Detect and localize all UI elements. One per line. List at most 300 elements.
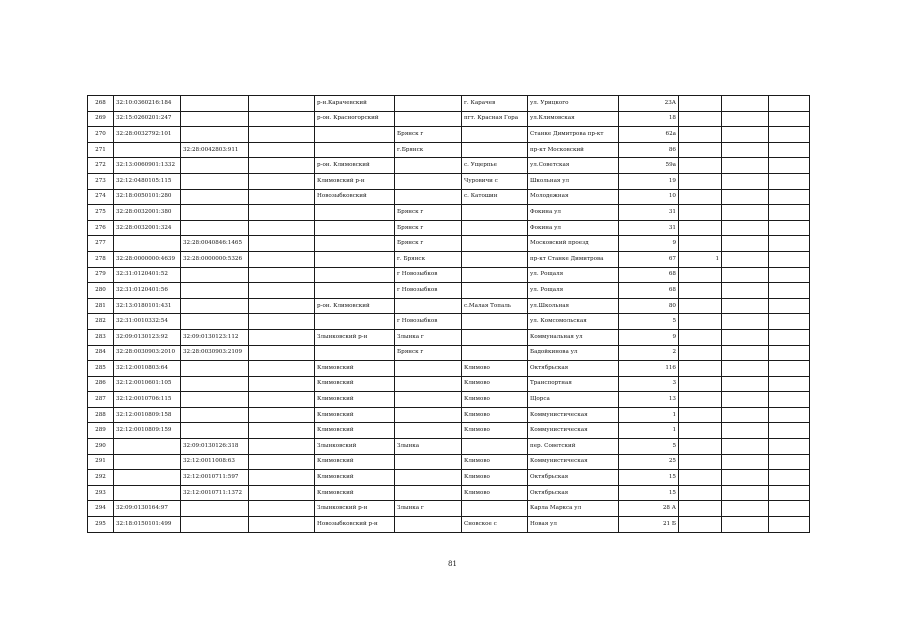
cell-settlement: Климово [462, 454, 528, 470]
cell-blank [249, 251, 315, 267]
cell-extra-2 [722, 314, 769, 330]
cell-house-number: 62а [619, 127, 679, 143]
cell-empty [769, 376, 810, 392]
cell-street: Школьная ул [528, 173, 619, 189]
cell-city [395, 454, 462, 470]
cell-cadastral-number [114, 236, 181, 252]
cell-city: г Новозыбков [395, 267, 462, 283]
cell-city: г.Брянск [395, 142, 462, 158]
table-row [88, 407, 810, 423]
cell-cadastral-number: 32:28:0032792:101 [114, 127, 181, 143]
cell-row-number: 274 [88, 189, 114, 205]
cell-cadastral-number-2 [181, 127, 249, 143]
cell-blank [249, 439, 315, 455]
cell-row-number: 289 [88, 423, 114, 439]
cell-settlement: Сновское с [462, 517, 528, 533]
cell-blank [249, 470, 315, 486]
cell-settlement: Климово [462, 407, 528, 423]
cell-blank [249, 142, 315, 158]
cell-cadastral-number: 32:28:0030903:2010 [114, 345, 181, 361]
cell-cadastral-number: 32:31:0120401:52 [114, 267, 181, 283]
cell-empty [769, 236, 810, 252]
table-row [88, 251, 810, 267]
cell-cadastral-number-2: 32:09:0130126:318 [181, 439, 249, 455]
cell-district: р-он. Климовский [315, 298, 395, 314]
cell-house-number: 13 [619, 392, 679, 408]
cell-cadastral-number-2: 32:09:0130123:112 [181, 329, 249, 345]
cell-cadastral-number-2: 32:28:0000000:5326 [181, 251, 249, 267]
cell-street: пер. Советский [528, 439, 619, 455]
cell-row-number: 284 [88, 345, 114, 361]
cell-cadastral-number: 32:18:0150101:499 [114, 517, 181, 533]
table-row [88, 439, 810, 455]
cell-blank [249, 205, 315, 221]
cell-empty [769, 111, 810, 127]
cell-empty [769, 283, 810, 299]
cell-empty [769, 314, 810, 330]
cell-extra-2 [722, 361, 769, 377]
cell-blank [249, 236, 315, 252]
table-row [88, 96, 810, 112]
cell-cadastral-number: 32:12:0010809:159 [114, 423, 181, 439]
cell-cadastral-number: 32:28:0000000:4639 [114, 251, 181, 267]
cell-street: Станке Димитрова пр-кт [528, 127, 619, 143]
cell-street: Московский проезд [528, 236, 619, 252]
cell-empty [769, 485, 810, 501]
cell-extra [679, 158, 722, 174]
cell-street: Коммунальная ул [528, 329, 619, 345]
cell-cadastral-number: 32:31:0010332:54 [114, 314, 181, 330]
cell-city: Брянск г [395, 220, 462, 236]
table-row [88, 158, 810, 174]
cell-settlement [462, 142, 528, 158]
cell-house-number: 31 [619, 205, 679, 221]
cell-row-number: 272 [88, 158, 114, 174]
cell-house-number: 2 [619, 345, 679, 361]
cell-district: р-он. Красногорский [315, 111, 395, 127]
table-row [88, 127, 810, 143]
table-row [88, 361, 810, 377]
cell-district: р-он. Климовский [315, 158, 395, 174]
cell-empty [769, 329, 810, 345]
cell-cadastral-number: 32:12:0480105:115 [114, 173, 181, 189]
cell-cadastral-number: 32:12:0010706:115 [114, 392, 181, 408]
cell-city [395, 158, 462, 174]
cell-house-number: 80 [619, 298, 679, 314]
cell-city [395, 407, 462, 423]
cell-extra-2 [722, 345, 769, 361]
cell-cadastral-number-2: 32:12:0011008:63 [181, 454, 249, 470]
cell-cadastral-number-2 [181, 96, 249, 112]
cell-city [395, 470, 462, 486]
cell-house-number: 23А [619, 96, 679, 112]
cell-extra [679, 423, 722, 439]
cell-street: ул. Рощаля [528, 283, 619, 299]
cell-empty [769, 173, 810, 189]
cell-row-number: 271 [88, 142, 114, 158]
table-body [88, 96, 810, 533]
table-row [88, 329, 810, 345]
cell-cadastral-number: 32:12:0010803:64 [114, 361, 181, 377]
cell-row-number: 285 [88, 361, 114, 377]
table-row [88, 111, 810, 127]
cell-city: Брянск г [395, 236, 462, 252]
cell-district: Климовский [315, 407, 395, 423]
cell-extra-2 [722, 267, 769, 283]
cell-row-number: 287 [88, 392, 114, 408]
cell-settlement [462, 314, 528, 330]
table-row [88, 470, 810, 486]
cell-empty [769, 220, 810, 236]
cell-city: Брянск г [395, 205, 462, 221]
cell-street: Коммунистическая [528, 407, 619, 423]
cell-extra-2 [722, 111, 769, 127]
cell-row-number: 293 [88, 485, 114, 501]
cell-cadastral-number-2 [181, 220, 249, 236]
cell-district [315, 251, 395, 267]
cell-cadastral-number: 32:10:0360216:184 [114, 96, 181, 112]
cell-settlement: Чуровичи с [462, 173, 528, 189]
cell-empty [769, 298, 810, 314]
cell-house-number: 9 [619, 236, 679, 252]
cell-street: ул.Советская [528, 158, 619, 174]
cell-extra [679, 189, 722, 205]
cell-extra [679, 470, 722, 486]
cell-extra [679, 142, 722, 158]
cell-street: Бадойкинова ул [528, 345, 619, 361]
cell-cadastral-number-2: 32:28:0040846:1465 [181, 236, 249, 252]
table-row [88, 236, 810, 252]
cell-city [395, 485, 462, 501]
cell-cadastral-number-2 [181, 298, 249, 314]
cell-district: Климовский [315, 361, 395, 377]
cell-blank [249, 485, 315, 501]
cell-street: Молодежная [528, 189, 619, 205]
cell-district: Климовский [315, 423, 395, 439]
cell-empty [769, 251, 810, 267]
cell-settlement: с. Катошин [462, 189, 528, 205]
cell-extra-2 [722, 220, 769, 236]
cell-extra [679, 236, 722, 252]
cell-cadastral-number-2: 32:12:0010711:1372 [181, 485, 249, 501]
cell-house-number: 59а [619, 158, 679, 174]
cell-extra-2 [722, 236, 769, 252]
cell-settlement: Климово [462, 376, 528, 392]
cell-cadastral-number: 32:13:0180101:431 [114, 298, 181, 314]
cell-extra-2 [722, 158, 769, 174]
cell-house-number: 31 [619, 220, 679, 236]
cell-settlement [462, 439, 528, 455]
cell-extra-2 [722, 329, 769, 345]
cell-extra [679, 205, 722, 221]
cell-cadastral-number-2 [181, 158, 249, 174]
table-row [88, 173, 810, 189]
cell-house-number: 18 [619, 111, 679, 127]
cell-city: Злынка г [395, 329, 462, 345]
cell-district [315, 267, 395, 283]
cell-district: Новозыбковский р-н [315, 517, 395, 533]
cell-settlement: с. Ущерпье [462, 158, 528, 174]
cell-cadastral-number-2 [181, 111, 249, 127]
cell-blank [249, 173, 315, 189]
cell-cadastral-number-2 [181, 314, 249, 330]
cell-extra [679, 314, 722, 330]
cell-cadastral-number-2 [181, 423, 249, 439]
cell-cadastral-number-2 [181, 361, 249, 377]
cell-row-number: 281 [88, 298, 114, 314]
cell-empty [769, 189, 810, 205]
cell-extra [679, 283, 722, 299]
cell-settlement: Климово [462, 423, 528, 439]
cell-blank [249, 407, 315, 423]
cell-extra-2 [722, 142, 769, 158]
cell-house-number: 9 [619, 329, 679, 345]
cell-district: Климовский [315, 470, 395, 486]
cell-extra [679, 376, 722, 392]
cell-extra-2 [722, 189, 769, 205]
cell-row-number: 286 [88, 376, 114, 392]
cell-district [315, 314, 395, 330]
cell-row-number: 291 [88, 454, 114, 470]
cell-city [395, 517, 462, 533]
cell-settlement [462, 251, 528, 267]
cell-cadastral-number-2 [181, 205, 249, 221]
cell-cadastral-number-2 [181, 173, 249, 189]
cell-district: Климовский [315, 454, 395, 470]
cell-row-number: 279 [88, 267, 114, 283]
cell-settlement: Климово [462, 470, 528, 486]
property-table [87, 95, 810, 533]
cell-blank [249, 267, 315, 283]
cell-row-number: 280 [88, 283, 114, 299]
cell-cadastral-number: 32:18:0050101:280 [114, 189, 181, 205]
cell-extra-2 [722, 485, 769, 501]
cell-extra [679, 501, 722, 517]
cell-settlement [462, 267, 528, 283]
cell-city [395, 361, 462, 377]
cell-blank [249, 392, 315, 408]
cell-cadastral-number-2 [181, 517, 249, 533]
cell-blank [249, 283, 315, 299]
cell-settlement [462, 345, 528, 361]
cell-empty [769, 158, 810, 174]
cell-extra [679, 454, 722, 470]
cell-extra [679, 345, 722, 361]
cell-cadastral-number: 32:28:0032001:380 [114, 205, 181, 221]
cell-extra [679, 517, 722, 533]
cell-empty [769, 142, 810, 158]
table-row [88, 283, 810, 299]
cell-empty [769, 454, 810, 470]
cell-house-number: 19 [619, 173, 679, 189]
cell-blank [249, 220, 315, 236]
cell-empty [769, 470, 810, 486]
cell-cadastral-number-2 [181, 501, 249, 517]
cell-cadastral-number-2 [181, 376, 249, 392]
cell-settlement: Климово [462, 392, 528, 408]
cell-row-number: 268 [88, 96, 114, 112]
cell-row-number: 277 [88, 236, 114, 252]
cell-row-number: 294 [88, 501, 114, 517]
cell-district: Злынковский р-н [315, 501, 395, 517]
cell-extra-2 [722, 501, 769, 517]
cell-empty [769, 96, 810, 112]
table-row [88, 517, 810, 533]
cell-house-number: 28 А [619, 501, 679, 517]
cell-extra-2 [722, 283, 769, 299]
cell-empty [769, 127, 810, 143]
cell-row-number: 292 [88, 470, 114, 486]
cell-street: Коммунистическая [528, 454, 619, 470]
cell-settlement [462, 329, 528, 345]
cell-empty [769, 501, 810, 517]
cell-empty [769, 423, 810, 439]
cell-district: Злынковский р-н [315, 329, 395, 345]
cell-house-number: 1 [619, 423, 679, 439]
cell-settlement: с.Малая Топаль [462, 298, 528, 314]
cell-house-number: 10 [619, 189, 679, 205]
cell-house-number: 116 [619, 361, 679, 377]
cell-row-number: 288 [88, 407, 114, 423]
cell-cadastral-number: 32:12:0010809:158 [114, 407, 181, 423]
cell-settlement [462, 501, 528, 517]
cell-empty [769, 361, 810, 377]
cell-city [395, 189, 462, 205]
cell-empty [769, 345, 810, 361]
cell-row-number: 275 [88, 205, 114, 221]
cell-cadastral-number [114, 439, 181, 455]
cell-city [395, 376, 462, 392]
cell-house-number: 5 [619, 439, 679, 455]
cell-blank [249, 314, 315, 330]
cell-empty [769, 407, 810, 423]
table-row [88, 501, 810, 517]
cell-extra [679, 96, 722, 112]
cell-street: Коммунистическая [528, 423, 619, 439]
cell-extra [679, 361, 722, 377]
cell-district [315, 345, 395, 361]
cell-extra [679, 329, 722, 345]
cell-settlement [462, 205, 528, 221]
cell-city [395, 298, 462, 314]
table-row [88, 485, 810, 501]
cell-blank [249, 423, 315, 439]
cell-cadastral-number: 32:12:0010601:105 [114, 376, 181, 392]
cell-settlement: Климово [462, 485, 528, 501]
cell-extra [679, 298, 722, 314]
cell-extra [679, 127, 722, 143]
cell-city: Злынка [395, 439, 462, 455]
cell-extra-2 [722, 454, 769, 470]
cell-house-number: 15 [619, 470, 679, 486]
cell-row-number: 276 [88, 220, 114, 236]
cell-cadastral-number-2: 32:12:0010711:597 [181, 470, 249, 486]
cell-street: Октябрьская [528, 361, 619, 377]
cell-district: р-н.Карачевский [315, 96, 395, 112]
cell-extra-2 [722, 173, 769, 189]
cell-street: ул. Рощаля [528, 267, 619, 283]
cell-cadastral-number-2 [181, 407, 249, 423]
cell-house-number: 15 [619, 485, 679, 501]
cell-street: ул. Комсомольская [528, 314, 619, 330]
cell-street: ул.Школьная [528, 298, 619, 314]
cell-settlement: пгт. Красная Гора [462, 111, 528, 127]
cell-cadastral-number-2 [181, 189, 249, 205]
cell-blank [249, 111, 315, 127]
cell-street: пр-кт Московский [528, 142, 619, 158]
cell-extra [679, 439, 722, 455]
cell-extra [679, 111, 722, 127]
cell-extra-2 [722, 205, 769, 221]
cell-extra-2 [722, 407, 769, 423]
cell-city: г. Брянск [395, 251, 462, 267]
cell-city: Брянск г [395, 345, 462, 361]
table-row [88, 454, 810, 470]
cell-row-number: 270 [88, 127, 114, 143]
cell-street: Октябрьская [528, 470, 619, 486]
cell-city [395, 173, 462, 189]
cell-district [315, 236, 395, 252]
cell-house-number: 68 [619, 283, 679, 299]
cell-empty [769, 205, 810, 221]
cell-district [315, 142, 395, 158]
cell-extra-2 [722, 439, 769, 455]
cell-row-number: 273 [88, 173, 114, 189]
cell-empty [769, 517, 810, 533]
cell-cadastral-number-2 [181, 267, 249, 283]
cell-settlement [462, 283, 528, 299]
cell-row-number: 269 [88, 111, 114, 127]
table-row [88, 142, 810, 158]
cell-extra-2 [722, 517, 769, 533]
cell-cadastral-number-2 [181, 283, 249, 299]
cell-cadastral-number: 32:09:0130164:97 [114, 501, 181, 517]
cell-house-number: 3 [619, 376, 679, 392]
cell-district [315, 205, 395, 221]
cell-empty [769, 439, 810, 455]
cell-blank [249, 517, 315, 533]
cell-cadastral-number-2: 32:28:0042803:911 [181, 142, 249, 158]
cell-street: Фокина ул [528, 205, 619, 221]
cell-cadastral-number-2: 32:28:0030903:2109 [181, 345, 249, 361]
cell-blank [249, 158, 315, 174]
cell-blank [249, 376, 315, 392]
cell-row-number: 282 [88, 314, 114, 330]
cell-city [395, 111, 462, 127]
cell-district: Климовский [315, 485, 395, 501]
cell-extra [679, 220, 722, 236]
cell-blank [249, 454, 315, 470]
cell-cadastral-number [114, 142, 181, 158]
cell-row-number: 278 [88, 251, 114, 267]
cell-street: Щорса [528, 392, 619, 408]
cell-extra [679, 267, 722, 283]
table-row [88, 423, 810, 439]
cell-street: Фокина ул [528, 220, 619, 236]
cell-city [395, 96, 462, 112]
cell-house-number: 67 [619, 251, 679, 267]
table-row [88, 220, 810, 236]
cell-extra-2 [722, 423, 769, 439]
table-row [88, 205, 810, 221]
cell-blank [249, 361, 315, 377]
cell-cadastral-number [114, 485, 181, 501]
cell-empty [769, 267, 810, 283]
cell-blank [249, 501, 315, 517]
cell-district: Климовский р-н [315, 173, 395, 189]
cell-house-number: 5 [619, 314, 679, 330]
cell-extra-2 [722, 127, 769, 143]
